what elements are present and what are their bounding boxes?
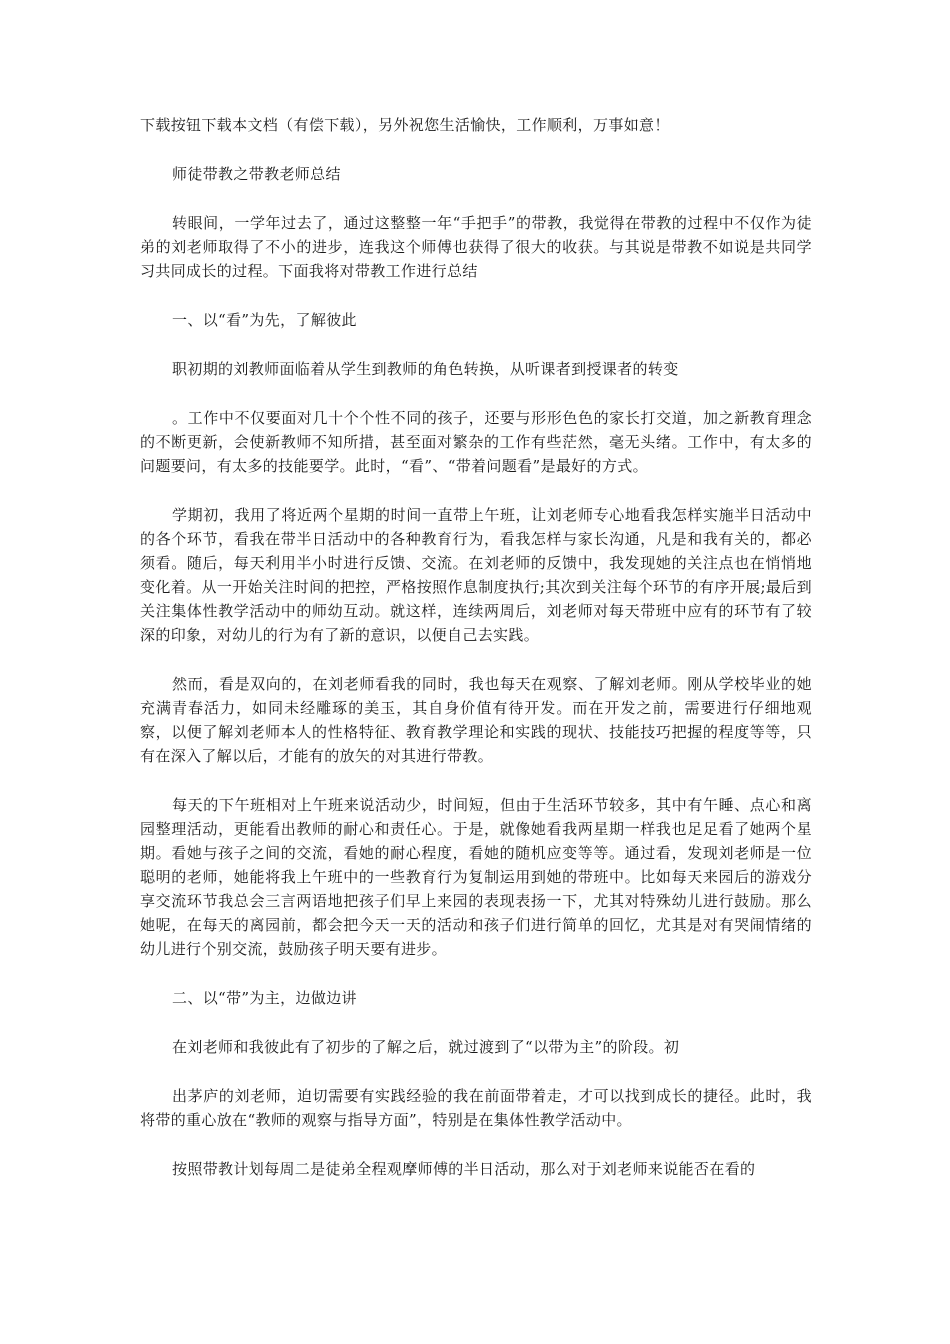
paragraph: 学期初，我用了将近两个星期的时间一直带上午班，让刘老师专心地看我怎样实施半日活动中的各个环节，看我在带半日活动中的各种教育行为，看我怎样与家长沟通，凡是和我有关的，都必须看。随后，每天利用半小时进行反馈、交流。在刘老师的反馈中，我发现她的关注点也在悄悄地变化着。从一开始关注时间的把控，严格按照作息制度执行;其次到关注每个环节的有序开展;最后到关注集体性教学活动中的师幼互动。就这样，连续两周后，刘老师对每天带班中应有的环节有了较深的印象，对幼儿的行为有了新的意识，以便自己去实践。: [140, 506, 812, 644]
section-heading: 一、以“看”为先，了解彼此: [172, 311, 357, 329]
paragraph: 出茅庐的刘老师，迫切需要有实践经验的我在前面带着走，才可以找到成长的捷径。此时，我将带的重心放在“教师的观察与指导方面”，特别是在集体性教学活动中。: [140, 1087, 812, 1129]
paragraph: 按照带教计划每周二是徒弟全程观摩师傅的半日活动，那么对于刘老师来说能否在看的: [172, 1160, 756, 1178]
paragraph: 然而，看是双向的，在刘老师看我的同时，我也每天在观察、了解刘老师。刚从学校毕业的她充满青春活力，如同未经雕琢的美玉，其自身价值有待开发。而在开发之前，需要进行仔细地观察，以便了解刘老师本人的性格特征、教育教学理论和实践的现状、技能技巧把握的程度等等，只有在深入了解以后，才能有的放矢的对其进行带教。: [140, 675, 812, 765]
download-notice: 下载按钮下载本文档（有偿下载），另外祝您生活愉快，工作顺利，万事如意！: [140, 116, 670, 134]
paragraph: 职初期的刘教师面临着从学生到教师的角色转换，从听课者到授课者的转变: [172, 360, 679, 378]
document-page: [140, 113, 812, 1181]
document-title: 师徒带教之带教老师总结: [172, 165, 341, 183]
paragraph: 每天的下午班相对上午班来说活动少，时间短，但由于生活环节较多，其中有午睡、点心和离园整理活动，更能看出教师的耐心和责任心。于是，就像她看我两星期一样我也足足看了她两个星期。看她与孩子之间的交流，看她的耐心程度，看她的随机应变等等。通过看，发现刘老师是一位聪明的老师，她能将我上午班中的一些教育行为复制运用到她的带班中。比如每天来园后的游戏分享交流环节我总会三言两语地把孩子们早上来园的表现表扬一下，尤其对特殊幼儿进行鼓励。那么她呢，在每天的离园前，都会把今天一天的活动和孩子们进行简单的回忆，尤其是对有哭闹情绪的幼儿进行个别交流，鼓励孩子明天要有进步。: [140, 796, 812, 958]
section-heading: 二、以“带”为主，边做边讲: [172, 989, 357, 1007]
paragraph: 在刘老师和我彼此有了初步的了解之后，就过渡到了“以带为主”的阶段。初: [172, 1038, 680, 1056]
paragraph: 转眼间，一学年过去了，通过这整整一年“手把手”的带教，我觉得在带教的过程中不仅作为徒弟的刘老师取得了不小的进步，连我这个师傅也获得了很大的收获。与其说是带教不如说是共同学习共同成长的过程。下面我将对带教工作进行总结: [140, 214, 812, 280]
paragraph: 。工作中不仅要面对几十个个性不同的孩子，还要与形形色色的家长打交道，加之新教育理念的不断更新，会使新教师不知所措，甚至面对繁杂的工作有些茫然，毫无头绪。工作中，有太多的问题要问，有太多的技能要学。此时，“看”、“带着问题看”是最好的方式。: [140, 409, 812, 475]
